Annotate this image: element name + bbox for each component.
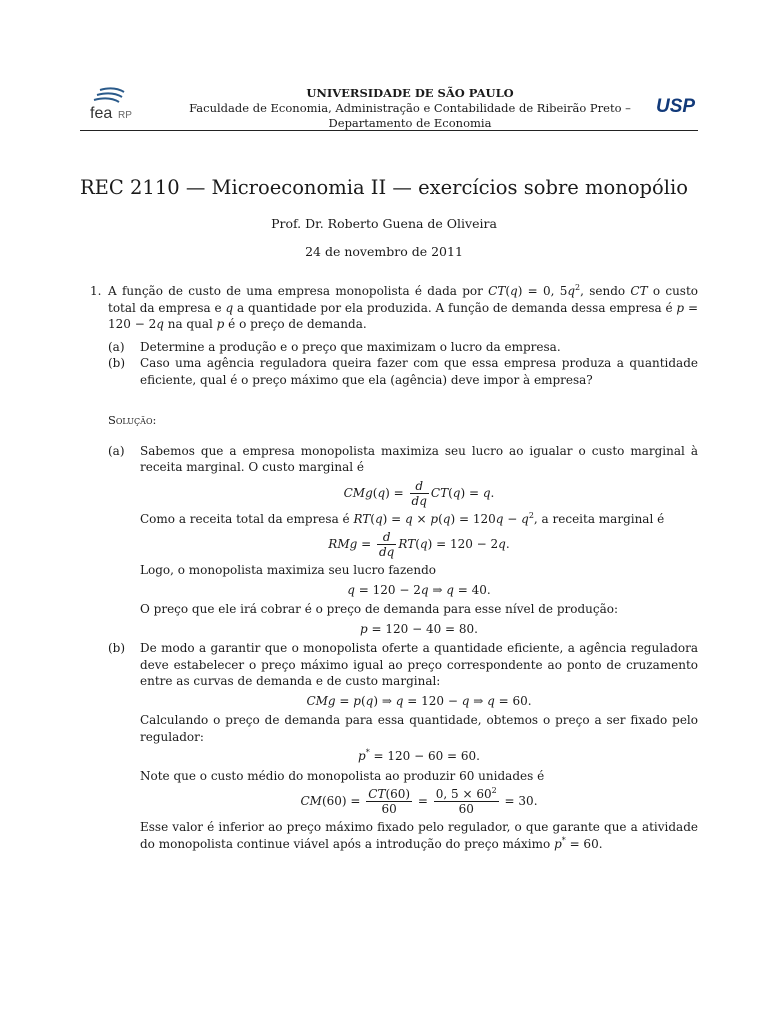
solution-part-b: (b) De modo a garantir que o monopolista oferte a quantidade eficiente, a agência reguladora deve estabelecer o preço máximo igual ao preço correspondente ao ponto de cruzamento entre as curvas de demanda e de custo marginal: CMg = p(q) ⇒ q = 120 − q ⇒ q = 60. Calculando o preço de demanda para essa quantidade, obtemos o preço a ser fixado pelo regulador: p* = 120 − 60 = 60. Note que o custo médio do monopolista ao produzir 60 unidades é CM(60) = $\frac{CT(60)}{60}$ = $\frac{0, 5 \times 60^2}{60}$ = 30. Esse valor é inferior ao preço máximo fixado pelo regulador, o que garante que a atividade do monopolista continue viável após a introdução do preço máximo p* = 60.: [108, 641, 698, 851]
author: Prof. Dr. Roberto Guena de Oliveira: [271, 216, 497, 231]
equation-max-price: p* = 120 − 60 = 60.: [358, 748, 480, 763]
department-name: Departamento de Economia: [328, 116, 492, 130]
question-statement: A função de custo de uma empresa monopolista é dada por CT(q) = 0, $5q^2$, sendo CT o custo total da empresa e q a quantidade por ela produzida. A função de demanda dessa empresa é p = 120 − 2q na qual p é o preço de demanda.: [108, 283, 699, 331]
equation-marginal-revenue: RMg = $\frac{d}{dq}$ RT(q) = 120 − 2q.: [328, 530, 510, 559]
page-header: [80, 86, 698, 132]
document-body: [90, 283, 699, 852]
solution-b-text-3: Note que o custo médio do monopolista ao produzir 60 unidades é: [140, 768, 545, 783]
equation-price: p = 120 − 40 = 80.: [360, 621, 478, 636]
page-title: REC 2110 — Microeconomia II — exercícios sobre monopólio: [79, 176, 688, 199]
question-part-a: (a) Determine a produção e o preço que maximizam o lucro da empresa.: [108, 339, 561, 354]
solution-a-text-4: O preço que ele irá cobrar é o preço de demanda para esse nível de produção:: [140, 602, 619, 616]
solution-part-a: (a) Sabemos que a empresa monopolista maximiza seu lucro ao igualar o custo marginal à receita marginal. O custo marginal é CMg(q) = $\frac{d}{dq}$ CT(q) = q. Como a receita total da empresa é $RT(q) = q \times p(q) = 120q - q^2$, a receita marginal é RMg = $\frac{d}{dq}$ RT(q) = 120 − 2q. Logo, o monopolista maximiza seu lucro fazendo q = 120 − 2q ⇒ q = 40. O preço que ele irá cobrar é o preço de demanda para esse nível de produção: p = 120 − 40 = 80.: [108, 443, 698, 636]
solution-heading: Solução:: [108, 413, 157, 427]
fea-rp-logo: [80, 86, 170, 126]
header-rule: [80, 130, 698, 131]
usp-logo: [656, 94, 696, 116]
date: 24 de novembro de 2011: [305, 244, 463, 259]
solution-a-text-1: Sabemos que a empresa monopolista maximiza seu lucro ao igualar o custo marginal à receita marginal. O custo marginal é: [140, 443, 698, 474]
usp-logo-text: USP: [656, 96, 696, 116]
question-part-b: (b) Caso uma agência reguladora queira fazer com que essa empresa produza a quantidade eficiente, qual é o preço máximo que ela (agência) deve impor à empresa?: [108, 356, 698, 387]
question-number: 1.: [90, 284, 102, 298]
fea-logo-text: fea: [90, 105, 113, 122]
rp-logo-text: RP: [118, 110, 132, 121]
faculty-name: Faculdade de Economia, Administração e Contabilidade de Ribeirão Preto –: [189, 101, 631, 115]
equation-optimal-quantity: q = 120 − 2q ⇒ q = 40.: [347, 582, 491, 597]
institution-block: [170, 86, 650, 131]
equation-average-cost: CM(60) = $\frac{CT(60)}{60}$ = $\frac{0, 5 \times 60^2}{60}$ = 30.: [300, 786, 538, 816]
equation-efficient-quantity: CMg = p(q) ⇒ q = 120 − q ⇒ q = 60.: [306, 693, 532, 708]
question-1: [90, 283, 699, 388]
equation-marginal-cost: CMg(q) = $\frac{d}{dq}$ CT(q) = q.: [343, 478, 495, 508]
solution-b-text-2: Calculando o preço de demanda para essa quantidade, obtemos o preço a ser fixado pelo regulador:: [140, 713, 698, 744]
solution-b-text-4: Esse valor é inferior ao preço máximo fixado pelo regulador, o que garante que a atividade do monopolista continue viável após a introdução do preço máximo p* = 60.: [140, 820, 698, 851]
solution-a-text-3: Logo, o monopolista maximiza seu lucro fazendo: [140, 563, 437, 577]
university-name: UNIVERSIDADE DE SÃO PAULO: [306, 86, 514, 100]
solution-b-text-1: De modo a garantir que o monopolista oferte a quantidade eficiente, a agência reguladora deve estabelecer o preço máximo igual ao preço correspondente ao ponto de cruzamento entre as curvas de demanda e de custo marginal:: [140, 641, 698, 688]
solution-a-text-2: Como a receita total da empresa é $RT(q) = q \times p(q) = 120q - q^2$, a receita marginal é: [140, 510, 665, 526]
